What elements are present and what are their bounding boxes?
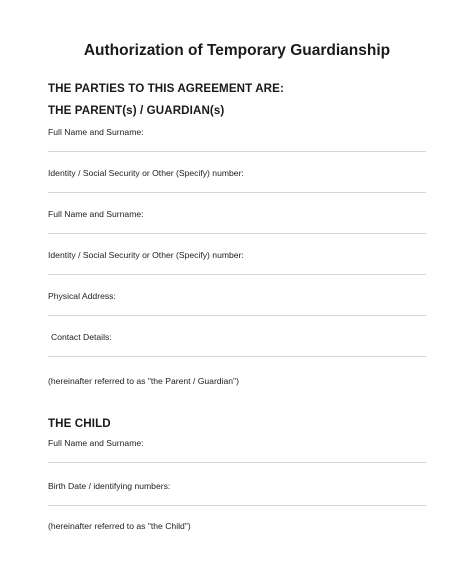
contact-details-line[interactable] — [48, 356, 426, 357]
child-birth-date-label: Birth Date / identifying numbers: — [48, 481, 171, 491]
parent-full-name-label: Full Name and Surname: — [48, 127, 144, 137]
child-section-heading: THE CHILD — [48, 417, 111, 430]
second-parent-id-number-line[interactable] — [48, 274, 426, 275]
child-designation-note: (hereinafter referred to as "the Child") — [48, 521, 191, 531]
parties-heading: THE PARTIES TO THIS AGREEMENT ARE: — [48, 82, 284, 95]
child-full-name-line[interactable] — [48, 462, 426, 463]
second-parent-id-number-label: Identity / Social Security or Other (Specify) number: — [48, 250, 244, 260]
contact-details-label: Contact Details: — [51, 332, 112, 342]
child-full-name-label: Full Name and Surname: — [48, 438, 144, 448]
parent-designation-note: (hereinafter referred to as "the Parent / Guardian") — [48, 376, 239, 386]
second-parent-full-name-line[interactable] — [48, 233, 426, 234]
physical-address-line[interactable] — [48, 315, 426, 316]
child-birth-date-line[interactable] — [48, 505, 426, 506]
parent-id-number-line[interactable] — [48, 192, 426, 193]
physical-address-label: Physical Address: — [48, 291, 116, 301]
parent-full-name-line[interactable] — [48, 151, 426, 152]
second-parent-full-name-label: Full Name and Surname: — [48, 209, 144, 219]
parent-section-heading: THE PARENT(s) / GUARDIAN(s) — [48, 104, 225, 117]
document-title: Authorization of Temporary Guardianship — [83, 42, 391, 59]
parent-id-number-label: Identity / Social Security or Other (Specify) number: — [48, 168, 244, 178]
